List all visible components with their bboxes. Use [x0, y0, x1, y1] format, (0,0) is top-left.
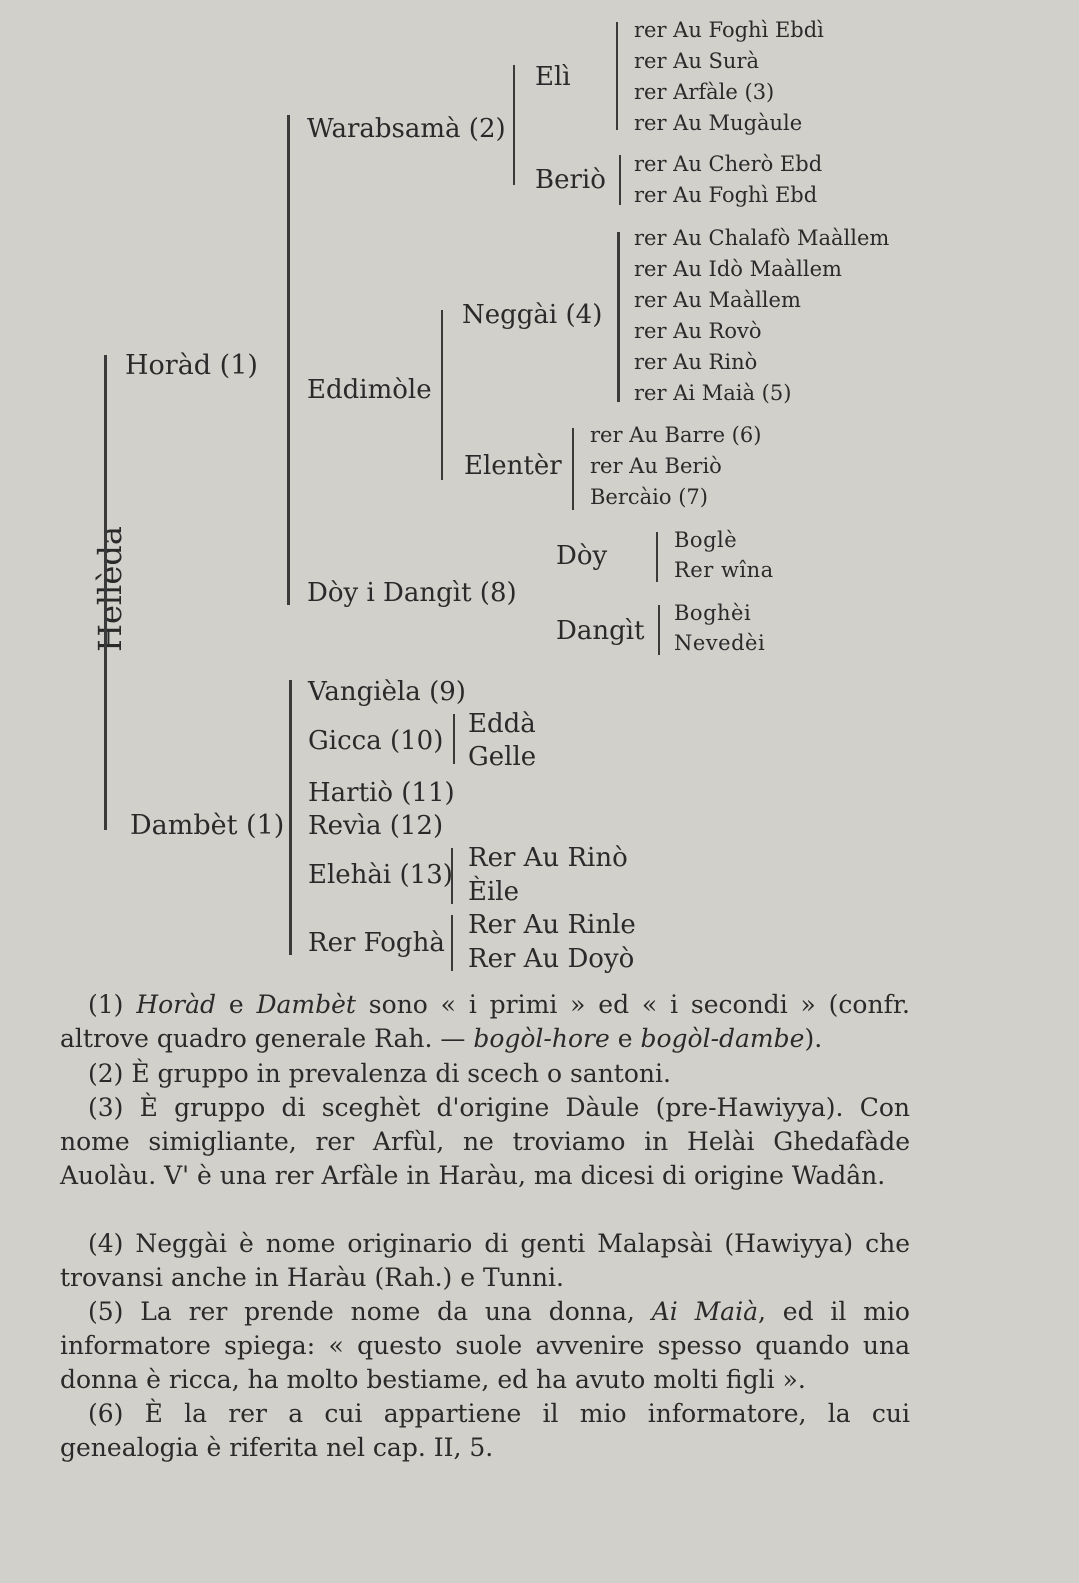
rer-item: rer Au Foghì Ebdì	[634, 18, 824, 42]
dangit-brace	[658, 605, 660, 655]
footnote-1: (1) Horàd e Dambèt sono « i primi » ed « i secondi » (confr. altrove quadro generale Rah. — bogòl-hore e bogòl-dambe).	[60, 990, 910, 1053]
clan-gicca: Gicca (10)	[308, 726, 444, 756]
branch-horad: Horàd (1)	[125, 350, 258, 381]
sub-doy: Dòy	[556, 541, 608, 571]
rer-item: rer Arfàle (3)	[634, 80, 775, 104]
rer-item: Boghèi	[674, 601, 752, 625]
dambet-brace	[289, 680, 292, 955]
branch-dambet: Dambèt (1)	[130, 810, 285, 841]
clan-elehai: Elehài (13)	[308, 860, 453, 890]
rer-item: rer Au Rovò	[634, 319, 762, 343]
doy-brace	[656, 532, 658, 582]
group-doy-dangit: Dòy i Dangìt (8)	[307, 578, 517, 608]
sub-item: Eddà	[468, 709, 536, 739]
sub-item: Rer Au Rinò	[468, 843, 628, 873]
berio-brace	[619, 155, 621, 205]
rer-item: Nevedèi	[674, 631, 766, 655]
eli-brace	[616, 22, 618, 130]
root-brace	[104, 355, 107, 830]
sub-item: Èile	[468, 877, 519, 907]
rer-item: rer Au Barre (6)	[590, 423, 762, 447]
rer-item: rer Au Chalafò Maàllem	[634, 226, 890, 250]
rer-item: rer Au Surà	[634, 49, 760, 73]
group-eddimole: Eddimòle	[307, 375, 432, 405]
rer-item: rer Au Rinò	[634, 350, 758, 374]
clan-vangiela: Vangièla (9)	[308, 677, 466, 707]
elenter-brace	[572, 428, 574, 510]
rer-item: rer Au Idò Maàllem	[634, 257, 842, 281]
rer-item: Bercàio (7)	[590, 485, 708, 509]
eddimole-brace	[441, 310, 443, 480]
group-warabsama: Warabsamà (2)	[307, 114, 506, 144]
rer-item: Boglè	[674, 528, 738, 552]
footnote-5: (5) La rer prende nome da una donna, Ai Maià, ed il mio informatore spiega: « questo suole avvenire spesso quando una donna è ricca, ha molto bestiame, ed ha avuto molti figli ».	[60, 1297, 910, 1394]
clan-revia: Revìa (12)	[308, 811, 444, 841]
horad-brace	[287, 115, 290, 605]
footnote-6: (6) È la rer a cui appartiene il mio informatore, la cui genealogia è riferita nel cap. II, 5.	[60, 1399, 910, 1462]
root-label: Hellèda	[91, 526, 129, 652]
clan-rer-fogha: Rer Foghà	[308, 928, 445, 958]
rer-item: rer Au Maàllem	[634, 288, 801, 312]
sub-elenter: Elentèr	[464, 451, 562, 481]
rer-fogha-brace	[451, 915, 453, 971]
rer-item: Rer wîna	[674, 558, 774, 582]
sub-dangit: Dangìt	[556, 616, 645, 646]
sub-neggai: Neggài (4)	[462, 300, 603, 330]
elehai-brace	[451, 848, 453, 904]
clan-hartio: Hartiò (11)	[308, 778, 455, 808]
rer-item: rer Au Foghì Ebd	[634, 183, 818, 207]
sub-berio: Beriò	[535, 165, 606, 195]
footnote-4: (4) Neggài è nome originario di genti Malapsài (Hawiyya) che trovansi anche in Haràu (Rah.) e Tunni.	[60, 1229, 910, 1292]
rer-item: rer Au Beriò	[590, 454, 722, 478]
warabsama-brace	[513, 65, 515, 185]
footnote-2: (2) È gruppo in prevalenza di scech o santoni.	[88, 1059, 671, 1088]
sub-item: Rer Au Doyò	[468, 944, 635, 974]
neggai-brace	[617, 232, 620, 402]
footnote-3: (3) È gruppo di sceghèt d'origine Dàule (pre-Hawiyya). Con nome simigliante, rer Arfùl, ne troviamo in Helài Ghedafàde Auolàu. V' è una rer Arfàle in Haràu, ma dicesi di origine Wadân.	[60, 1093, 910, 1190]
sub-item: Gelle	[468, 742, 537, 772]
rer-item: rer Ai Maià (5)	[634, 381, 792, 405]
rer-item: rer Au Cherò Ebd	[634, 152, 823, 176]
sub-item: Rer Au Rinle	[468, 910, 636, 940]
rer-item: rer Au Mugàule	[634, 111, 803, 135]
sub-eli: Elì	[535, 62, 571, 92]
gicca-brace	[453, 714, 455, 764]
